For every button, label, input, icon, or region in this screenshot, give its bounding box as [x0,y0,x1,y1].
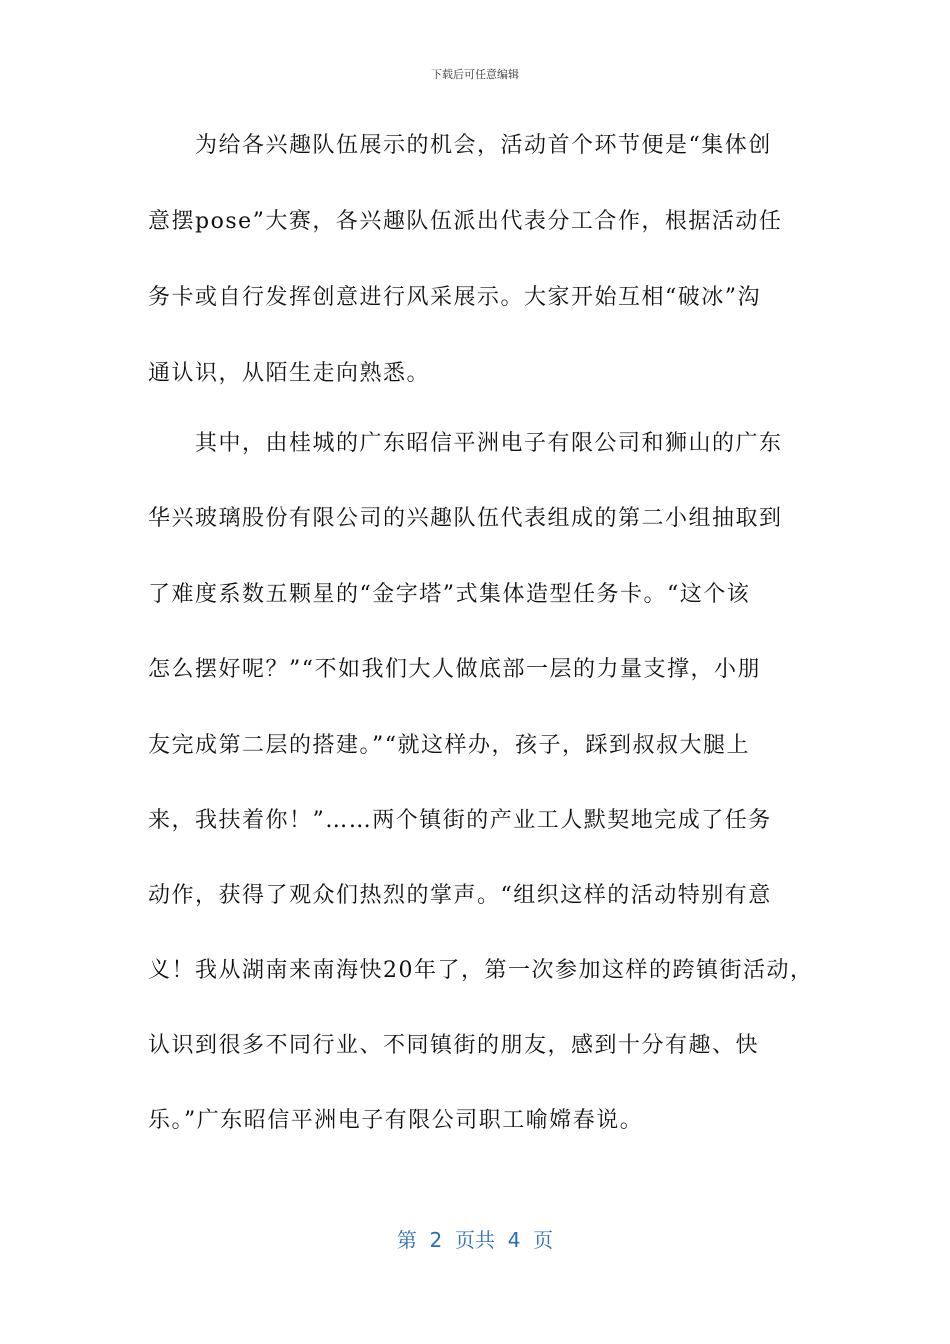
body-line: 其中，由桂城的广东昭信平洲电子有限公司和狮山的广东 [148,431,783,456]
body-line: 动作，获得了观众们热烈的掌声。“组织这样的活动特别有意 [148,883,772,908]
body-line: 华兴玻璃股份有限公司的兴趣队伍代表组成的第二小组抽取到 [148,506,783,531]
body-line: 怎么摆好呢？”“不如我们大人做底部一层的力量支撑，小朋 [148,657,761,682]
page-header: 下载后可任意编辑 [431,68,519,81]
body-line: 了难度系数五颗星的“金字塔”式集体造型任务卡。“这个该 [148,582,751,607]
body-line: 务卡或自行发挥创意进行风采展示。大家开始互相“破冰”沟 [148,285,761,310]
body-line: 乐。”广东昭信平洲电子有限公司职工喻嫦春说。 [148,1108,644,1133]
body-line: 义！我从湖南来南海快20年了，第一次参加这样的跨镇街活动， [148,958,814,983]
body-line: 认识到很多不同行业、不同镇街的朋友，感到十分有趣、快 [148,1033,760,1058]
page-number-footer: 第 2 页共 4 页 [396,1228,554,1252]
body-line: 通认识，从陌生走向熟悉。 [148,361,431,386]
body-line: 来，我扶着你！”……两个镇街的产业工人默契地完成了任务 [148,808,772,833]
body-line: 友完成第二层的搭建。”“就这样办，孩子，踩到叔叔大腿上 [148,733,750,758]
body-line: 为给各兴趣队伍展示的机会，活动首个环节便是“集体创 [148,133,772,158]
body-line: 意摆pose”大赛，各兴趣队伍派出代表分工合作，根据活动任 [148,209,783,234]
